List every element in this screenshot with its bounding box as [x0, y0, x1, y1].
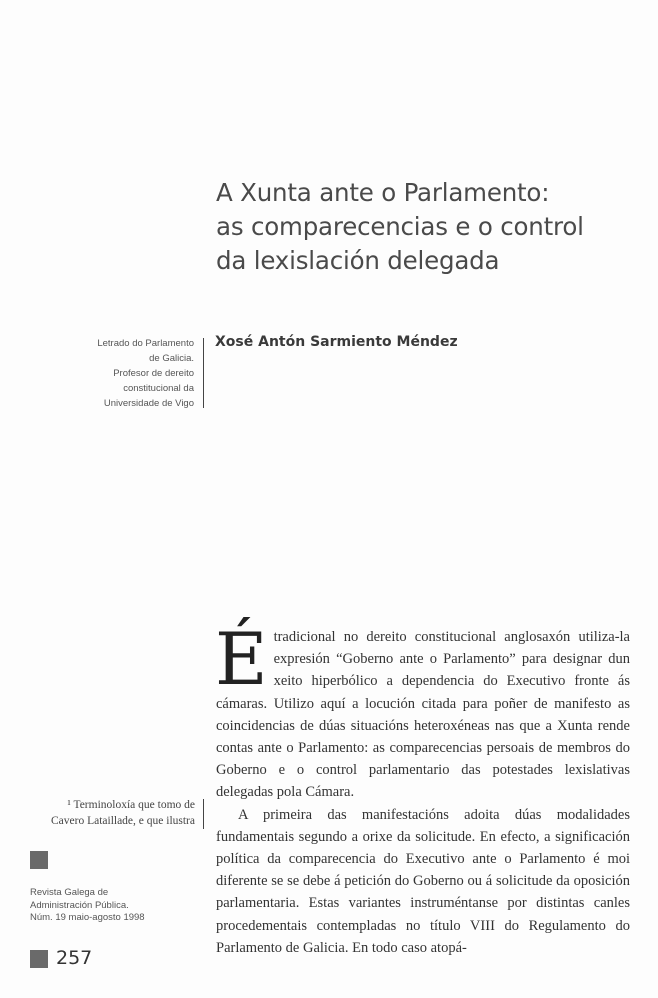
drop-cap: É: [215, 617, 268, 701]
title-line-2: as comparecencias e o control: [216, 212, 584, 241]
affiliation-line-3: Profesor de dereito: [113, 368, 194, 379]
footnote-divider: [203, 799, 204, 829]
paragraph-1-text: tradicional no dereito constitucional anglosaxón utiliza-la expresión “Goberno ante o Parlamento” para designar dun xeito hiperbólico a dependencia do Executivo fronte ás cámaras. Utilizo aquí a locución citada para poñer de manifesto as coincidencias de dúas situacións heteroxéneas nas que a Xunta rende contas ante o Parlamento: as comparecencias persoais de membros do Goberno e o control parlamentario das potestades lexislativas delegadas pola Cámara.: [216, 629, 630, 801]
article-title: [216, 176, 636, 278]
journal-line-1: Revista Galega de: [30, 887, 109, 898]
page-number: 257: [56, 947, 93, 969]
grey-square-marker: [30, 851, 48, 869]
affiliation-line-1: Letrado do Parlamento: [97, 338, 194, 349]
footnote-line-2: Cavero Lataillade, e que ilustra: [50, 815, 195, 827]
footnote: [20, 797, 195, 829]
title-line-1: A Xunta ante o Parlamento:: [216, 178, 550, 207]
paragraph-2: A primeira das manifestacións adoita dúas modalidades fundamentais segundo a orixe da solicitude. En efecto, a significación política da comparecencia do Executivo ante o Parlamento é moi diferente se se debe á petición do Goberno ou á solicitude da oposición parlamentaria. Estas variantes instruméntanse por distintas canles procedementais contempladas no título VIII do Regulamento do Parlamento de Galicia. En todo caso atopá-: [216, 806, 630, 956]
affiliation-line-5: Universidade de Vigo: [103, 398, 194, 409]
affiliation-line-4: constitucional da: [123, 383, 194, 394]
page-number-marker: [30, 950, 48, 968]
title-line-3: da lexislación delegada: [216, 246, 500, 275]
author-name: Xosé Antón Sarmiento Méndez: [215, 334, 458, 350]
paragraph-1: [215, 617, 630, 804]
affiliation-line-2: de Galicia.: [149, 353, 194, 364]
journal-line-2: Administración Pública.: [30, 899, 129, 911]
journal-info: [30, 887, 200, 925]
journal-line-3: Núm. 19 maio-agosto 1998: [30, 912, 145, 923]
article-body: [215, 617, 630, 959]
affiliation-divider: [203, 338, 204, 408]
author-affiliation: [30, 336, 194, 411]
footnote-line-1: ¹ Terminoloxía que tomo de: [67, 799, 195, 811]
